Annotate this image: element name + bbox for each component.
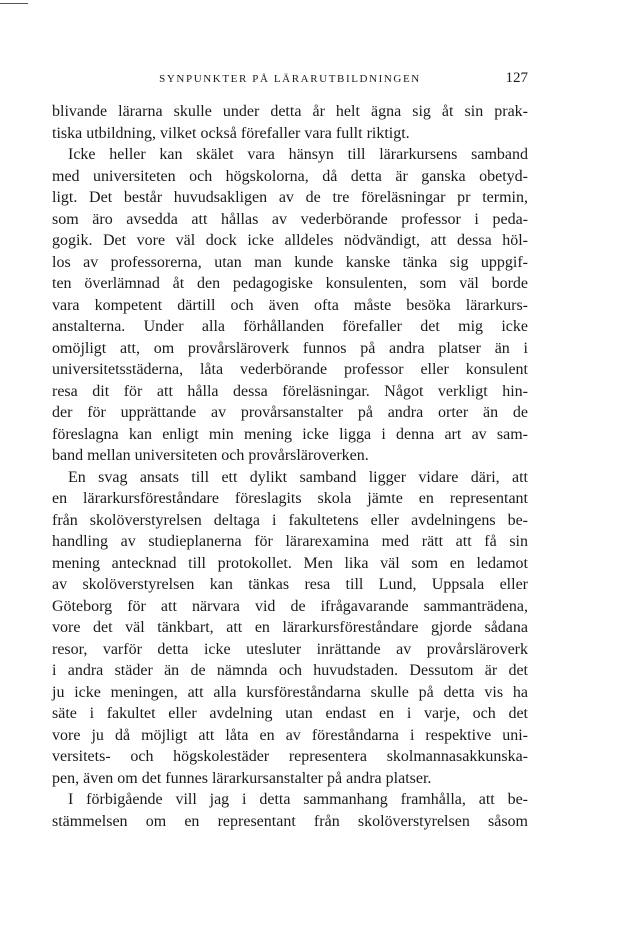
text-line: pen, även om det funnes lärarkursanstalter på andra platser. — [52, 769, 432, 787]
text-line: ju icke meningen, att alla kursföreståndarna skulle på detta vis ha — [52, 683, 528, 701]
text-line: resa dit för att hålla dessa föreläsningar. Något verkligt hin- — [52, 382, 528, 400]
text-line: I förbigående vill jag i detta sammanhang framhålla, att be- — [68, 791, 528, 808]
text-line: band mellan universiteten och provårsläroverken. — [52, 447, 369, 464]
text-line: universitetsstäderna, låta vederbörande professor eller konsulent — [52, 361, 528, 378]
text-line: handling av studieplanerna för lärarexamina med rätt att få sin — [52, 533, 528, 550]
text-line: resor, varför detta icke utesluter inrättande av provårsläroverk — [52, 640, 528, 658]
text-line: anstalterna. Under alla förhållanden förefaller det mig icke — [52, 318, 528, 335]
text-line: los av professorerna, utan man kunde kanske tänka sig uppgif- — [52, 253, 528, 271]
text-line: versitets- och högskolestäder representera skolmannasakkunska- — [52, 748, 528, 765]
text-line: En svag ansats till ett dylikt samband ligger vidare däri, att — [68, 468, 528, 486]
text-line: mening antecknad till protokollet. Men lika väl som en ledamot — [52, 554, 528, 572]
text-line: der för upprättande av provårsanstalter på andra orter än de — [52, 404, 528, 421]
text-line: från skolöverstyrelsen deltaga i fakultetens eller avdelningens be- — [52, 511, 528, 529]
text-line: föreslagna kan enligt min mening icke ligga i denna art av sam- — [52, 425, 528, 443]
text-line: med universiteten och högskolorna, då detta är ganska obetyd- — [52, 167, 528, 185]
text-line: i andra städer än de nämnda och huvudstaden. Dessutom är det — [52, 662, 528, 679]
text-line: Göteborg för att närvara vid de ifrågavarande sammanträdena, — [52, 597, 528, 615]
text-line: säte i fakultet eller avdelning utan endast en i varje, och det — [52, 705, 528, 722]
text-line: vore det väl tänkbart, att en lärarkursföreståndare gjorde sådana — [52, 619, 528, 636]
text-line: ten överlämnad åt den pedagogiske konsulenten, som väl borde — [52, 275, 528, 292]
text-line: stämmelsen om en representant från skolöverstyrelsen såsom — [52, 812, 528, 830]
text-line: tiska utbildning, vilket också förefaller vara fullt riktigt. — [52, 124, 410, 142]
text-line: vara kompetent därtill och även ofta måste besöka lärarkurs- — [52, 296, 528, 314]
text-line: gogik. Det vore väl dock icke alldeles nödvändigt, att dessa höl- — [52, 232, 528, 249]
page-header — [52, 70, 528, 90]
running-title: SYNPUNKTER PÅ LÄRARUTBILDNINGEN — [159, 73, 421, 85]
scan-edge-mark — [0, 3, 28, 4]
text-line: omöjligt att, om provårsläroverk funnos på andra platser än i — [52, 339, 528, 357]
text-line: ligt. Det består huvudsakligen av de tre föreläsningar pr termin, — [52, 189, 528, 206]
text-line: som äro avsedda att hållas av vederbörande professor i peda- — [52, 210, 528, 228]
text-line: en lärarkursföreståndare föreslagits skola jämte en representant — [52, 490, 528, 507]
text-line: av skolöverstyrelsen kan tänkas resa till Lund, Uppsala eller — [52, 576, 528, 593]
text-line: blivande lärarna skulle under detta år helt ägna sig åt sin prak- — [52, 103, 528, 120]
body-text — [52, 101, 528, 832]
page-number: 127 — [505, 70, 528, 86]
text-line: vore ju då möjligt att låta en av föreståndarna i respektive uni- — [52, 726, 528, 744]
text-line: Icke heller kan skälet vara hänsyn till lärarkursens samband — [68, 146, 528, 163]
